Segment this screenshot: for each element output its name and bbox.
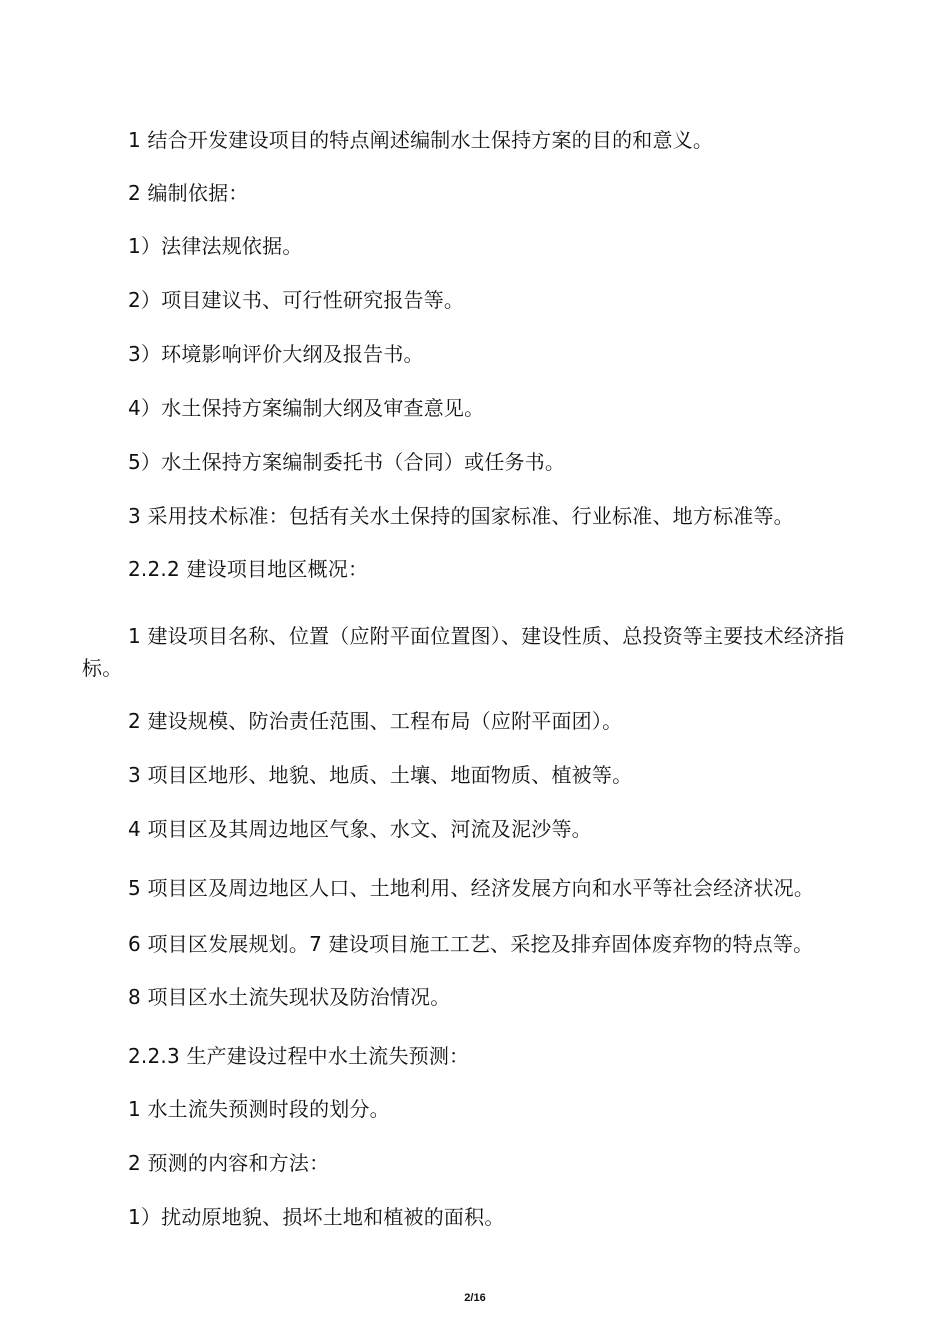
paragraph-development-plan: 6 项目区发展规划。7 建设项目施工工艺、采挖及排弃固体废弃物的特点等。	[128, 932, 814, 956]
paragraph-basis-4: 4）水土保持方案编制大纲及审查意见。	[128, 396, 485, 420]
paragraph-basis-3: 3）环境影响评价大纲及报告书。	[128, 342, 424, 366]
paragraph-prediction-period: 1 水土流失预测时段的划分。	[128, 1097, 390, 1121]
paragraph-disturbance-area: 1）扰动原地貌、损坏土地和植被的面积。	[128, 1205, 505, 1229]
paragraph-scale: 2 建设规模、防治责任范围、工程布局（应附平面团）。	[128, 709, 623, 733]
paragraph-basis-5: 5）水土保持方案编制委托书（合同）或任务书。	[128, 450, 566, 474]
paragraph-basis-2: 2）项目建议书、可行性研究报告等。	[128, 288, 465, 312]
paragraph-prediction-method: 2 预测的内容和方法：	[128, 1151, 330, 1175]
paragraph-terrain: 3 项目区地形、地貌、地质、土壤、地面物质、植被等。	[128, 763, 633, 787]
paragraph-basis: 2 编制依据：	[128, 181, 249, 205]
paragraph-standards: 3 采用技术标准：包括有关水土保持的国家标准、行业标准、地方标准等。	[128, 504, 794, 528]
paragraph-erosion-status: 8 项目区水土流失现状及防治情况。	[128, 985, 451, 1009]
paragraph-project-name: 1 建设项目名称、位置（应附平面位置图）、建设性质、总投资等主要技术经济指标。	[82, 624, 845, 680]
paragraph-climate: 4 项目区及其周边地区气象、水文、河流及泥沙等。	[128, 817, 592, 841]
paragraph-socioeconomic: 5 项目区及周边地区人口、土地利用、经济发展方向和水平等社会经济状况。	[128, 876, 815, 900]
page-number: 2/16	[464, 1292, 486, 1304]
section-heading-2-2-3: 2.2.3 生产建设过程中水土流失预测：	[128, 1044, 470, 1068]
section-heading-2-2-2: 2.2.2 建设项目地区概况：	[128, 557, 369, 581]
paragraph-basis-1: 1）法律法规依据。	[128, 234, 303, 258]
paragraph-purpose: 1 结合开发建设项目的特点阐述编制水土保持方案的目的和意义。	[128, 128, 714, 152]
